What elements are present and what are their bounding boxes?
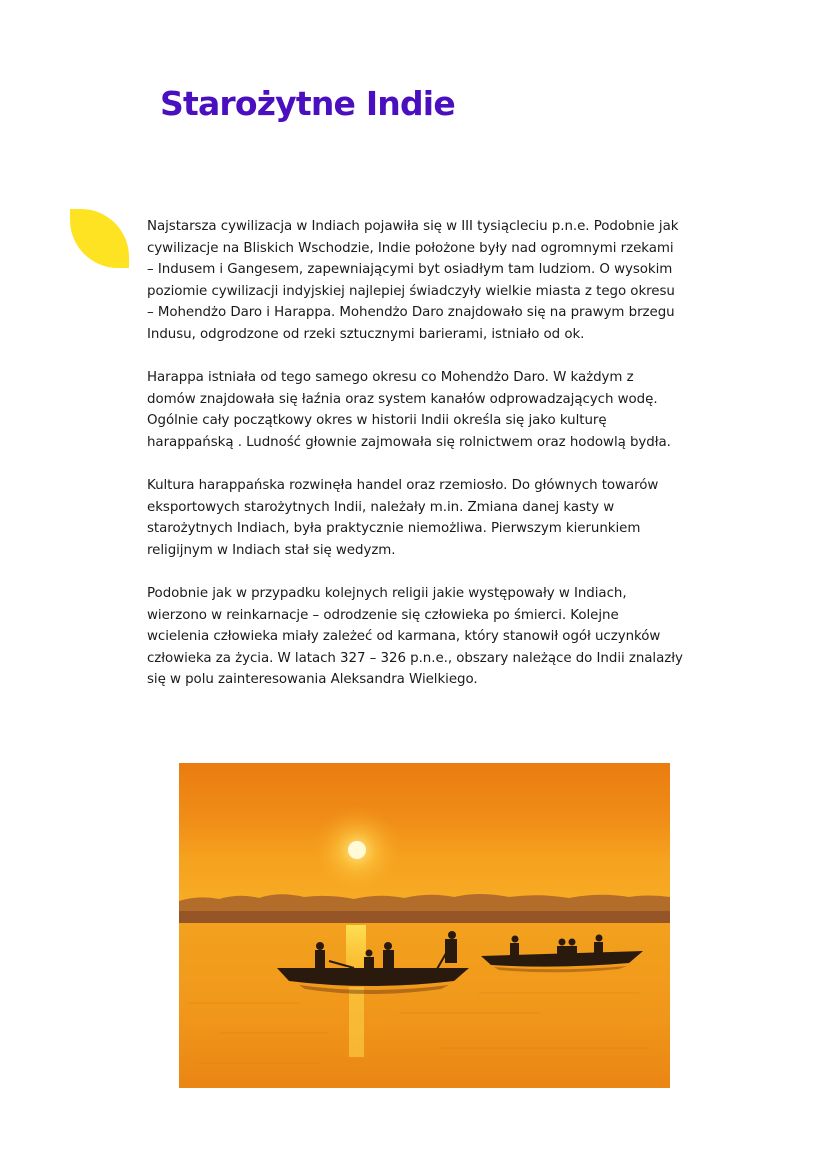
paragraph-1: Najstarsza cywilizacja w Indiach pojawiła się w III tysiącleciu p.n.e. Podobnie jak cywilizacje na Bliskich Wschodzie, Indie położone były nad ogromnymi rzekami – Indusem i Gangesem, zapewniającymi byt osiadłym tam ludziom. O wysokim poziomie cywilizacji indyjskiej najlepiej świadczyły wielkie miasta z tego okresu – Mohendżo Daro i Harappa. Mohendżo Daro znajdowało się na prawym brzegu Indusu, odgrodzone od rzeki sztucznymi barierami, istniało od ok. (147, 219, 679, 342)
article-body (147, 216, 759, 713)
page-title: Starożytne Indie (160, 84, 455, 123)
paragraph-3: Kultura harappańska rozwinęła handel oraz rzemiosło. Do głównych towarów eksportowych starożytnych Indii, należały m.in. Zmiana danej kasty w starożytnych Indiach, była praktycznie niemożliwa. Pierwszym kierunkiem religijnym w Indiach stał się wedyzm. (147, 478, 659, 558)
paragraph-2: Harappa istniała od tego samego okresu co Mohendżo Daro. W każdym z domów znajdowała się łaźnia oraz system kanałów odprowadzających wodę. Ogólnie cały początkowy okres w historii Indii określa się jako kulturę harappańską . Ludność głownie zajmowała się rolnictwem oraz hodowlą bydła. (147, 370, 671, 450)
yellow-leaf-icon (70, 209, 129, 268)
paragraph-4: Podobnie jak w przypadku kolejnych religii jakie występowały w Indiach, wierzono w reinkarnacje – odrodzenie się człowieka po śmierci. Kolejne wcielenia człowieka miały zależeć od karmana, który stanowił ogół uczynków człowieka za życia. W latach 327 – 326 p.n.e., obszary należące do Indii znalazły się w polu zainteresowania Aleksandra Wielkiego. (147, 586, 683, 688)
sunset-river-boats-photo (179, 763, 670, 1088)
